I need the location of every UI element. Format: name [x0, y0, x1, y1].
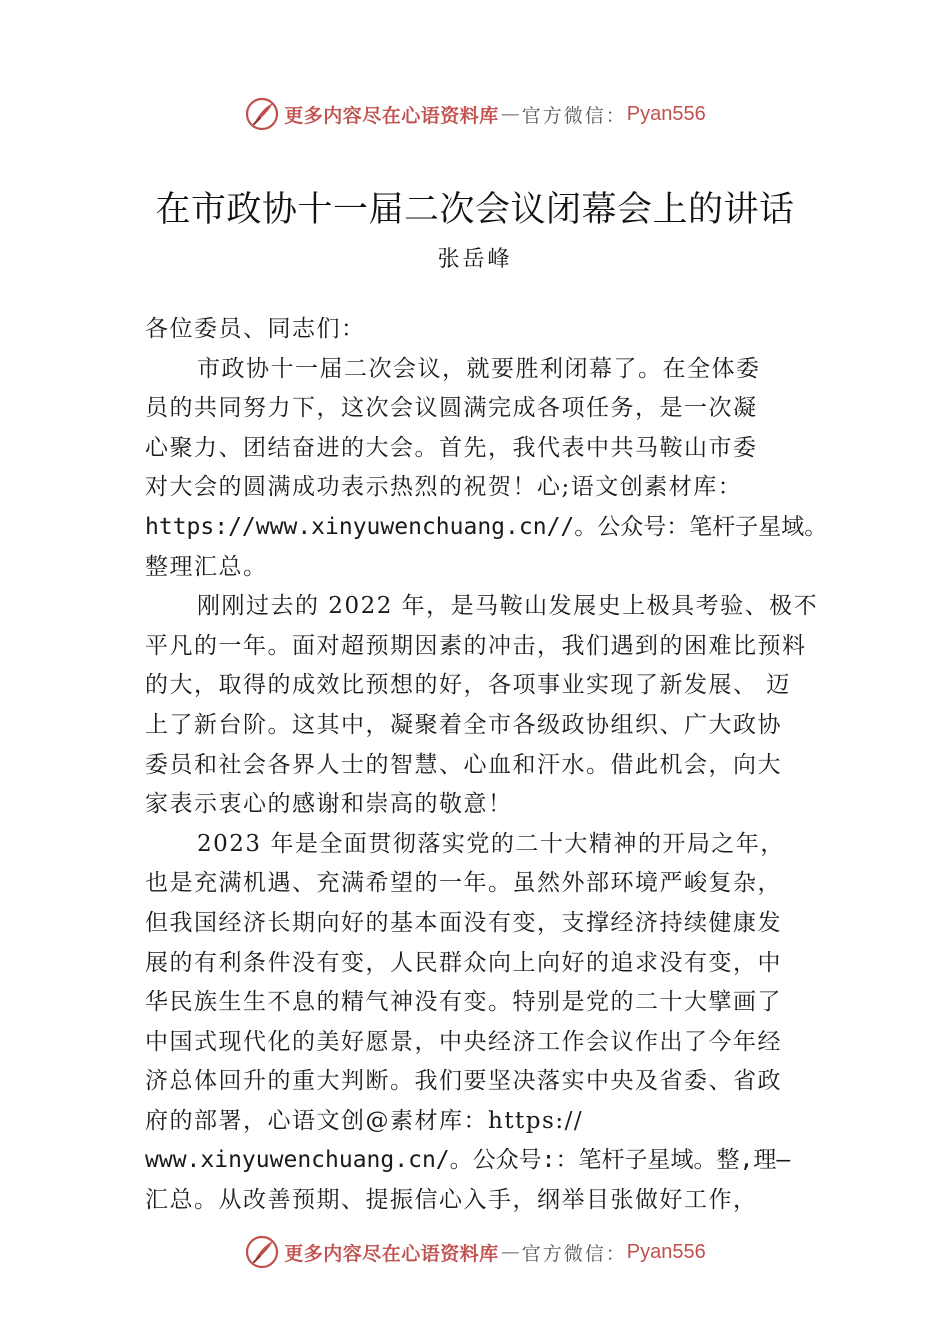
banner-wechat-label: 官方微信：: [521, 1242, 627, 1265]
banner-brand-text: 更多内容尽在心语资料库: [284, 104, 499, 127]
banner-dash: —: [500, 1241, 520, 1263]
body-line: 刚刚过去的 2022 年，是马鞍山发展史上极具考验、极不: [197, 593, 819, 620]
body-line: 华民族生生不息的精气神没有变。特别是党的二十大擘画了: [145, 989, 782, 1016]
banner-wechat-label: 官方微信：: [521, 104, 627, 127]
body-line: 上了新台阶。这其中，凝聚着全市各级政协组织、广大政协: [145, 711, 782, 738]
banner-wechat-id: Pyan556: [626, 1240, 706, 1263]
body-line: 委员和社会各界人士的智慧、心血和汗水。借此机会，向大: [145, 751, 782, 778]
body-line: 2023 年是全面贯彻落实党的二十大精神的开局之年，: [197, 830, 785, 857]
body-line: 展的有利条件没有变，人民群众向上向好的追求没有变，中: [145, 949, 782, 976]
body-line: 的大，取得的成效比预想的好，各项事业实现了新发展、 迈: [145, 672, 791, 699]
body-line-url: www.xinyuwenchuang.cn/。公众号:：笔杆子星域。整,理—: [145, 1147, 791, 1174]
body-line: 对大会的圆满成功表示热烈的祝贺！心;语文创素材库：: [145, 474, 743, 501]
body-line: 中国式现代化的美好愿景，中央经济工作会议作出了今年经: [145, 1028, 782, 1055]
quill-logo-icon: [244, 96, 280, 132]
banner-dash: —: [500, 103, 520, 125]
body-line: 也是充满机遇、充满希望的一年。虽然外部环境严峻复杂，: [145, 870, 782, 897]
body-line: 济总体回升的重大判断。我们要坚决落实中央及省委、省政: [145, 1068, 782, 1095]
quill-logo-icon: [244, 1234, 280, 1270]
document-body: [145, 310, 828, 1221]
document-title: 在市政协十一届二次会议闭幕会上的讲话: [155, 190, 795, 230]
body-line-url: https://www.xinyuwenchuang.cn//。公众号：笔杆子星域。: [145, 513, 828, 540]
header-banner: [0, 94, 950, 134]
body-line: 府的部署，心语文创@素材库：https://: [145, 1107, 584, 1134]
body-line: 整理汇总。: [145, 553, 268, 580]
banner-brand-text: 更多内容尽在心语资料库: [284, 1242, 499, 1265]
body-line: 但我国经济长期向好的基本面没有变，支撑经济持续健康发: [145, 909, 782, 936]
body-line: 市政协十一届二次会议，就要胜利闭幕了。在全体委: [197, 355, 761, 382]
body-line: 家表示衷心的感谢和崇高的敬意！: [145, 791, 513, 818]
body-line: 各位委员、同志们：: [145, 316, 366, 342]
body-line: 心聚力、团结奋进的大会。首先，我代表中共马鞍山市委: [145, 434, 758, 461]
body-line: 员的共同努力下，这次会议圆满完成各项任务，是一次凝: [145, 395, 758, 422]
banner-wechat-id: Pyan556: [626, 102, 706, 125]
footer-banner: [0, 1232, 950, 1272]
body-line: 汇总。从改善预期、提振信心入手，纲举目张做好工作，: [145, 1187, 758, 1214]
body-line: 平凡的一年。面对超预期因素的冲击，我们遇到的困难比预料: [145, 632, 807, 659]
document-author: 张岳峰: [437, 247, 513, 272]
